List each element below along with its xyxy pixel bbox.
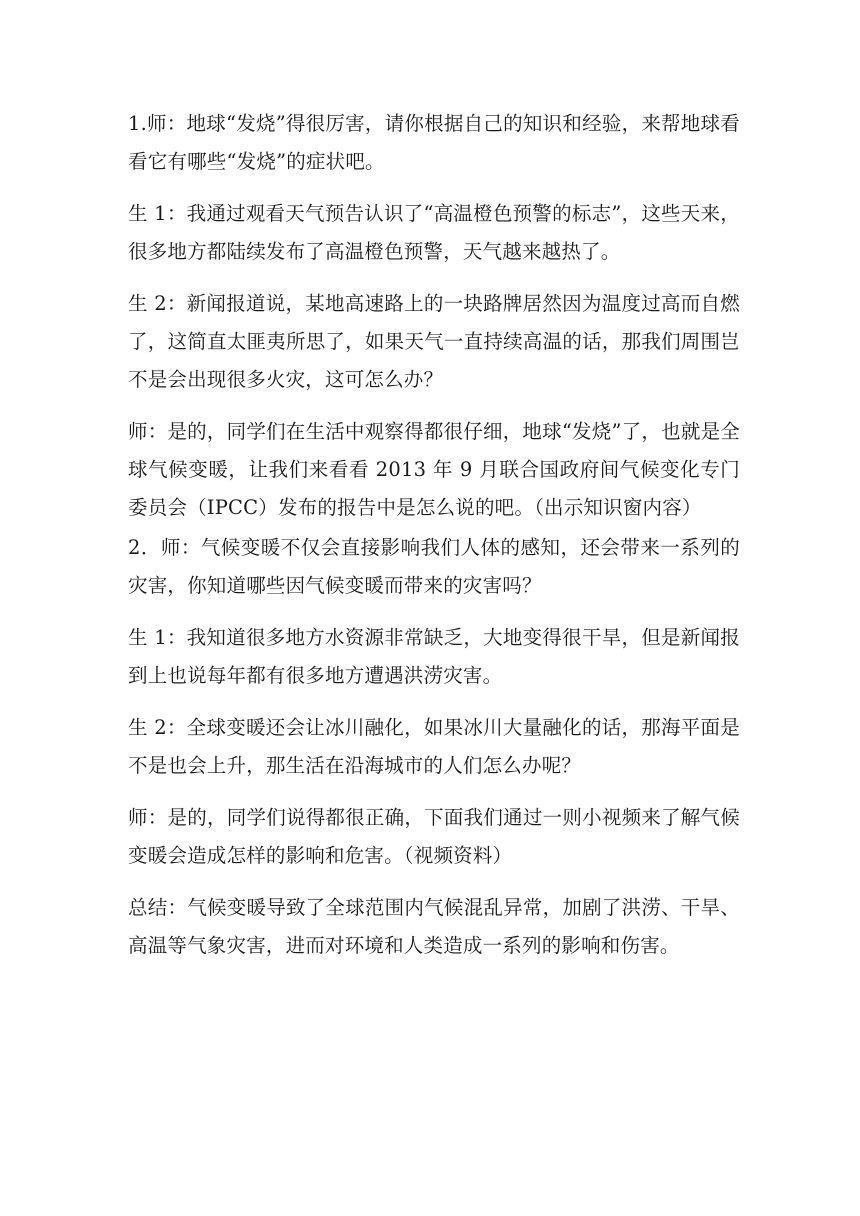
paragraph-student-1-answer: 生 1：我通过观看天气预告认识了“高温橙色预警的标志”，这些天来，很多地方都陆续发布了高温橙色预警，天气越来越热了。: [128, 202, 740, 263]
paragraph-student-2-answer: 生 2：新闻报道说，某地高速路上的一块路牌居然因为温度过高而自燃了，这简直太匪夷所思了，如果天气一直持续高温的话，那我们周围岂不是会出现很多火灾，这可怎么办？: [128, 292, 740, 391]
paragraph-teacher-summary-1: 师：是的，同学们在生活中观察得都很仔细，地球“发烧”了，也就是全球气候变暖，让我们来看看 2013 年 9 月联合国政府间气候变化专门委员会（IPCC）发布的报告中是怎么说的吧。（出示知识窗内容）: [128, 420, 740, 519]
paragraph-student-1-answer-2: 生 1：我知道很多地方水资源非常缺乏，大地变得很干旱，但是新闻报到上也说每年都有很多地方遭遇洪涝灾害。: [128, 626, 740, 687]
paragraph-teacher-question-2: 2．师：气候变暖不仅会直接影响我们人体的感知，还会带来一系列的灾害，你知道哪些因气候变暖而带来的灾害吗？: [128, 536, 740, 597]
paragraph-teacher-summary-2: 师：是的，同学们说得都很正确，下面我们通过一则小视频来了解气候变暖会造成怎样的影响和危害。（视频资料）: [128, 806, 740, 867]
paragraph-conclusion: 总结：气候变暖导致了全球范围内气候混乱异常，加剧了洪涝、干旱、高温等气象灾害，进而对环境和人类造成一系列的影响和伤害。: [128, 896, 740, 957]
paragraph-student-2-answer-2: 生 2：全球变暖还会让冰川融化，如果冰川大量融化的话，那海平面是不是也会上升，那生活在沿海城市的人们怎么办呢？: [128, 716, 740, 777]
paragraph-teacher-question-1: 1.师：地球“发烧”得很厉害，请你根据自己的知识和经验，来帮地球看看它有哪些“发烧”的症状吧。: [128, 112, 740, 173]
document-body: [128, 105, 740, 979]
